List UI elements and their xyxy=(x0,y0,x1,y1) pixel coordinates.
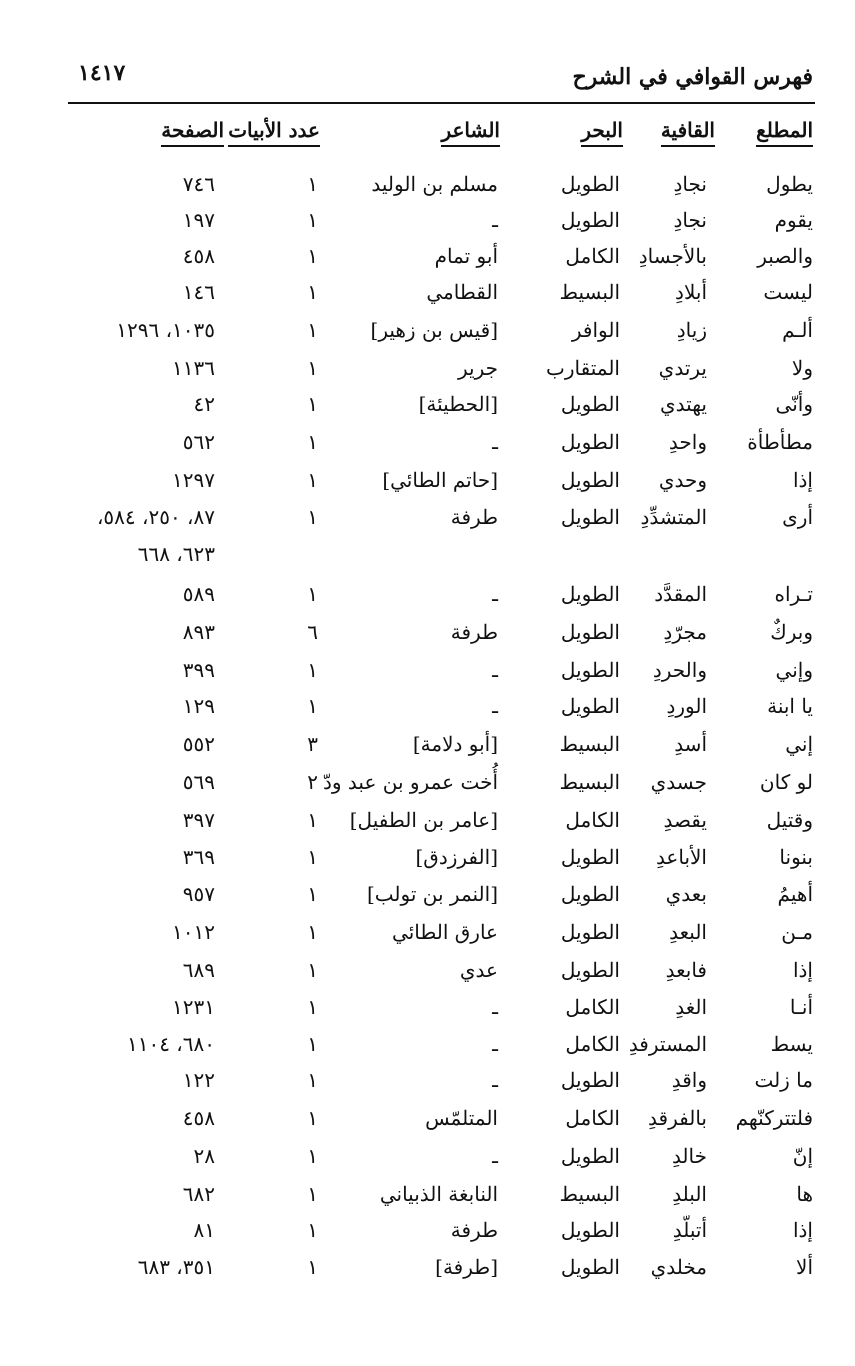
cell-matla: ولا xyxy=(791,356,813,380)
cell-shaer: ـ xyxy=(492,1032,498,1056)
cell-matla: يطول xyxy=(766,172,813,196)
cell-qafiya: وحدي xyxy=(658,468,707,492)
cell-abyat: ١ xyxy=(307,694,318,718)
cell-matla: مطأطأة xyxy=(747,430,813,454)
cell-abyat: ١ xyxy=(307,208,318,232)
cell-bahr: الكامل xyxy=(565,808,620,832)
cell-shaer: ـ xyxy=(492,430,498,454)
cell-abyat: ١ xyxy=(307,1182,318,1206)
column-header-shaer: الشاعر xyxy=(441,118,500,147)
cell-shaer: ـ xyxy=(492,658,498,682)
table-row xyxy=(0,1106,855,1140)
cell-abyat: ١ xyxy=(307,430,318,454)
cell-shaer: مسلم بن الوليد xyxy=(371,172,498,196)
table-row xyxy=(0,1032,855,1066)
cell-qafiya: مخلدي xyxy=(650,1255,707,1279)
cell-abyat: ١ xyxy=(307,1255,318,1279)
table-row xyxy=(0,318,855,352)
cell-matla: أهيمُ xyxy=(777,882,813,906)
cell-matla: وإني xyxy=(775,658,813,682)
cell-safha: ٥٥٢ xyxy=(182,732,215,756)
cell-safha: ٣٩٧ xyxy=(182,808,215,832)
cell-abyat: ١ xyxy=(307,1218,318,1242)
cell-qafiya: البلدِ xyxy=(672,1182,707,1206)
cell-abyat: ١ xyxy=(307,244,318,268)
cell-bahr: الطويل xyxy=(560,1144,620,1168)
table-row xyxy=(0,208,855,242)
table-row xyxy=(0,770,855,804)
cell-safha: ٥٦٢ xyxy=(182,430,215,454)
cell-abyat: ٦ xyxy=(307,620,318,644)
cell-safha: ٦٨٩ xyxy=(182,958,215,982)
cell-matla: تـراه xyxy=(774,582,813,606)
cell-qafiya: أسدِ xyxy=(674,732,707,756)
cell-matla: بنونا xyxy=(779,845,813,869)
cell-safha: ٨١ xyxy=(193,1218,215,1242)
cell-abyat: ١ xyxy=(307,958,318,982)
cell-bahr: الطويل xyxy=(560,620,620,644)
cell-safha: ١٠٣٥، ١٢٩٦ xyxy=(116,318,215,342)
cell-shaer: عدي xyxy=(459,958,498,982)
table-row xyxy=(0,430,855,464)
cell-safha: ٤٥٨ xyxy=(182,1106,215,1130)
cell-abyat: ١ xyxy=(307,920,318,944)
cell-matla: مـن xyxy=(781,920,813,944)
cell-abyat: ١ xyxy=(307,582,318,606)
cell-bahr: الطويل xyxy=(560,958,620,982)
table-row xyxy=(0,620,855,654)
cell-safha: ١٤٦ xyxy=(182,280,215,304)
cell-qafiya: زيادِ xyxy=(676,318,707,342)
cell-bahr: الطويل xyxy=(560,1255,620,1279)
cell-shaer: ـ xyxy=(492,694,498,718)
cell-abyat: ٢ xyxy=(307,770,318,794)
table-row xyxy=(0,244,855,278)
cell-safha: ١٢٩٧ xyxy=(172,468,215,492)
cell-qafiya: يرتدي xyxy=(658,356,707,380)
cell-bahr: الكامل xyxy=(565,1106,620,1130)
table-row xyxy=(0,845,855,879)
table-row xyxy=(0,1068,855,1102)
cell-matla: إذا xyxy=(792,468,813,492)
cell-abyat: ١ xyxy=(307,1144,318,1168)
cell-matla: إذا xyxy=(792,958,813,982)
cell-abyat: ١ xyxy=(307,280,318,304)
cell-matla: فلتتركنّهم xyxy=(735,1106,813,1130)
cell-shaer: طرفة xyxy=(450,620,498,644)
cell-abyat: ١ xyxy=(307,995,318,1019)
running-title: فهرس القوافي في الشرح xyxy=(572,64,813,90)
cell-qafiya: خالدِ xyxy=(671,1144,707,1168)
cell-shaer: [عامر بن الطفيل] xyxy=(349,808,498,832)
cell-qafiya: جسدي xyxy=(650,770,707,794)
cell-qafiya: أتبلّدِ xyxy=(672,1218,707,1242)
cell-safha: ٣٩٩ xyxy=(182,658,215,682)
cell-qafiya: البعدِ xyxy=(669,920,707,944)
cell-safha: ٦٨٢ xyxy=(182,1182,215,1206)
cell-bahr: الوافر xyxy=(571,318,620,342)
cell-qafiya: المتشدِّدِ xyxy=(640,505,707,529)
table-row xyxy=(0,280,855,314)
cell-abyat: ١ xyxy=(307,1068,318,1092)
cell-bahr: الطويل xyxy=(560,1068,620,1092)
cell-bahr: الطويل xyxy=(560,694,620,718)
cell-shaer: ـ xyxy=(492,1144,498,1168)
cell-bahr: الطويل xyxy=(560,920,620,944)
cell-abyat: ١ xyxy=(307,1106,318,1130)
cell-qafiya: أبلادِ xyxy=(675,280,707,304)
cell-shaer: [الحطيئة] xyxy=(418,392,498,416)
cell-safha: ١٢٣١ xyxy=(172,995,215,1019)
cell-qafiya: بالفرقدِ xyxy=(648,1106,707,1130)
cell-qafiya: والحردِ xyxy=(652,658,707,682)
cell-matla: ألـم xyxy=(782,318,813,342)
cell-matla: إنّ xyxy=(792,1144,813,1168)
cell-safha: ٥٦٩ xyxy=(182,770,215,794)
cell-safha: ٨٧، ٢٥٠، ٥٨٤، xyxy=(96,505,215,529)
cell-bahr: الطويل xyxy=(560,208,620,232)
cell-safha: ١٢٩ xyxy=(182,694,215,718)
cell-bahr: الطويل xyxy=(560,505,620,529)
cell-bahr: الطويل xyxy=(560,392,620,416)
cell-shaer: جرير xyxy=(458,356,498,380)
column-header-abyat: عدد الأبيات xyxy=(228,118,320,147)
cell-bahr: البسيط xyxy=(559,280,620,304)
cell-shaer: النابغة الذبياني xyxy=(379,1182,498,1206)
cell-matla: يا ابنة xyxy=(767,694,813,718)
cell-abyat: ١ xyxy=(307,658,318,682)
cell-qafiya: الوردِ xyxy=(666,694,707,718)
cell-bahr: الطويل xyxy=(560,468,620,492)
cell-bahr: الطويل xyxy=(560,882,620,906)
cell-abyat: ١ xyxy=(307,318,318,342)
cell-bahr: الطويل xyxy=(560,582,620,606)
cell-safha: ١٠١٢ xyxy=(172,920,215,944)
cell-bahr: الطويل xyxy=(560,430,620,454)
cell-qafiya: واحدِ xyxy=(668,430,707,454)
table-row xyxy=(0,808,855,842)
cell-shaer: [حاتم الطائي] xyxy=(382,468,498,492)
cell-qafiya: الأباعدِ xyxy=(655,845,707,869)
cell-abyat: ١ xyxy=(307,392,318,416)
table-row xyxy=(0,1182,855,1216)
cell-shaer: [طرفة] xyxy=(435,1255,498,1279)
cell-bahr: الكامل xyxy=(565,1032,620,1056)
cell-safha: ٥٨٩ xyxy=(182,582,215,606)
table-row xyxy=(0,468,855,502)
cell-safha: ٨٩٣ xyxy=(182,620,215,644)
cell-matla: يقوم xyxy=(774,208,813,232)
cell-safha: ١١٣٦ xyxy=(172,356,215,380)
table-row xyxy=(0,958,855,992)
cell-shaer: طرفة xyxy=(450,505,498,529)
cell-matla: أرى xyxy=(782,505,813,529)
table-row xyxy=(0,505,855,539)
cell-safha: ٣٥١، ٦٨٣ xyxy=(137,1255,215,1279)
column-header-matla: المطلع xyxy=(756,118,813,147)
table-row xyxy=(0,694,855,728)
cell-matla: وقتيل xyxy=(766,808,813,832)
cell-qafiya: بالأجسادِ xyxy=(638,244,707,268)
column-header-qafiya: القافية xyxy=(661,118,715,147)
cell-safha: ٤٥٨ xyxy=(182,244,215,268)
table-row xyxy=(0,542,855,576)
cell-safha: ٢٨ xyxy=(193,1144,215,1168)
table-row xyxy=(0,920,855,954)
cell-qafiya: نجادِ xyxy=(673,172,707,196)
cell-matla: يسط xyxy=(770,1032,813,1056)
cell-safha: ٦٢٣، ٦٦٨ xyxy=(137,542,215,566)
cell-abyat: ١ xyxy=(307,1032,318,1056)
cell-shaer: ـ xyxy=(492,582,498,606)
table-row xyxy=(0,658,855,692)
cell-matla: ليست xyxy=(763,280,813,304)
cell-safha: ٤٢ xyxy=(193,392,215,416)
cell-qafiya: الغدِ xyxy=(675,995,707,1019)
cell-abyat: ١ xyxy=(307,845,318,869)
cell-shaer: عارق الطائي xyxy=(392,920,498,944)
cell-shaer: [أبو دلامة] xyxy=(412,732,498,756)
cell-bahr: البسيط xyxy=(559,1182,620,1206)
table-row xyxy=(0,1218,855,1252)
cell-shaer: المتلمّس xyxy=(425,1106,498,1130)
cell-matla: ألا xyxy=(796,1255,813,1279)
cell-shaer: [قيس بن زهير] xyxy=(370,318,498,342)
cell-shaer: طرفة xyxy=(450,1218,498,1242)
cell-qafiya: نجادِ xyxy=(673,208,707,232)
cell-shaer: أبو تمام xyxy=(434,244,498,268)
cell-safha: ٩٥٧ xyxy=(182,882,215,906)
cell-matla: أنـا xyxy=(789,995,813,1019)
table-row xyxy=(0,995,855,1029)
table-row xyxy=(0,582,855,616)
cell-matla: والصبر xyxy=(757,244,813,268)
cell-qafiya: واقدِ xyxy=(671,1068,707,1092)
cell-bahr: الطويل xyxy=(560,658,620,682)
cell-bahr: الكامل xyxy=(565,995,620,1019)
cell-shaer: [النمر بن تولب] xyxy=(366,882,498,906)
cell-bahr: الطويل xyxy=(560,845,620,869)
cell-abyat: ١ xyxy=(307,808,318,832)
cell-matla: لو كان xyxy=(759,770,813,794)
cell-bahr: المتقارب xyxy=(546,356,620,380)
cell-qafiya: المسترفدِ xyxy=(628,1032,707,1056)
column-header-safha: الصفحة xyxy=(161,118,224,147)
cell-qafiya: مجرّدِ xyxy=(663,620,707,644)
cell-shaer: ـ xyxy=(492,208,498,232)
cell-shaer: [الفرزدق] xyxy=(415,845,498,869)
table-row xyxy=(0,356,855,390)
cell-shaer: القطامي xyxy=(426,280,498,304)
column-header-bahr: البحر xyxy=(581,118,623,147)
cell-abyat: ٣ xyxy=(307,732,318,756)
cell-abyat: ١ xyxy=(307,882,318,906)
cell-safha: ١٩٧ xyxy=(182,208,215,232)
cell-abyat: ١ xyxy=(307,172,318,196)
cell-abyat: ١ xyxy=(307,468,318,492)
cell-matla: إني xyxy=(785,732,813,756)
cell-bahr: الكامل xyxy=(565,244,620,268)
cell-bahr: الطويل xyxy=(560,172,620,196)
table-row xyxy=(0,1144,855,1178)
cell-matla: وبركٌ xyxy=(770,620,813,644)
table-row xyxy=(0,172,855,206)
cell-bahr: البسيط xyxy=(559,770,620,794)
table-row xyxy=(0,732,855,766)
cell-qafiya: بعدي xyxy=(665,882,707,906)
cell-safha: ٧٤٦ xyxy=(182,172,215,196)
table-row xyxy=(0,882,855,916)
page-number: ١٤١٧ xyxy=(78,60,126,86)
cell-shaer: ـ xyxy=(492,995,498,1019)
cell-matla: إذا xyxy=(792,1218,813,1242)
cell-qafiya: يهتدي xyxy=(660,392,707,416)
cell-bahr: البسيط xyxy=(559,732,620,756)
table-row xyxy=(0,392,855,426)
cell-qafiya: فابعدِ xyxy=(665,958,707,982)
cell-qafiya: المقدَّد xyxy=(654,582,707,606)
table-row xyxy=(0,1255,855,1289)
cell-matla: وأنّى xyxy=(775,392,813,416)
cell-shaer: ـ xyxy=(492,1068,498,1092)
cell-matla: ها xyxy=(796,1182,813,1206)
cell-shaer: أُخت عمرو بن عبد ودّ xyxy=(323,770,498,794)
cell-abyat: ١ xyxy=(307,356,318,380)
cell-matla: ما زلت xyxy=(754,1068,813,1092)
cell-safha: ٦٨٠، ١١٠٤ xyxy=(126,1032,215,1056)
cell-safha: ٣٦٩ xyxy=(182,845,215,869)
cell-qafiya: يقصدِ xyxy=(663,808,707,832)
cell-abyat: ١ xyxy=(307,505,318,529)
cell-bahr: الطويل xyxy=(560,1218,620,1242)
cell-safha: ١٢٢ xyxy=(182,1068,215,1092)
